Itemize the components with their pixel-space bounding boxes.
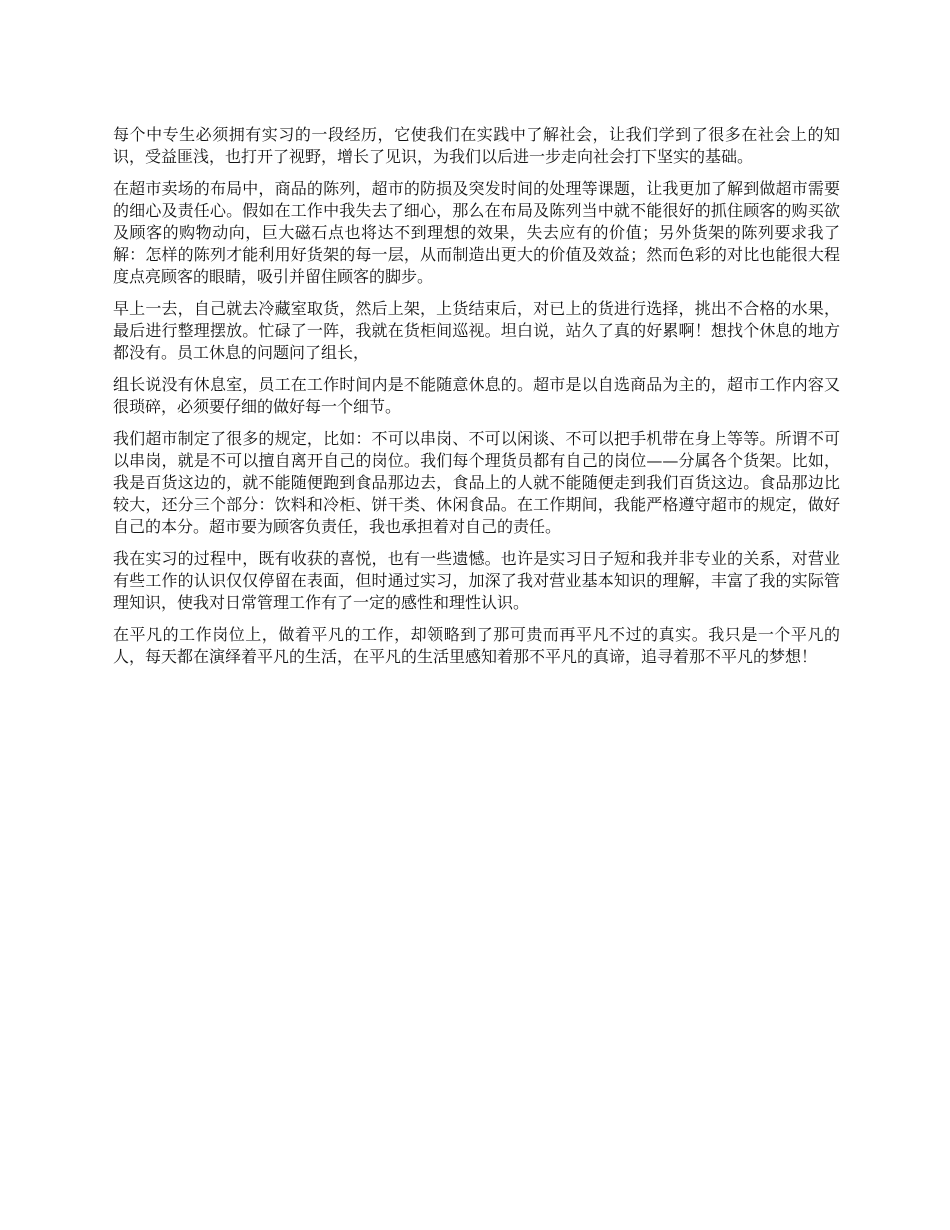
paragraph-2: 在超市卖场的布局中，商品的陈列，超市的防损及突发时间的处理等课题，让我更加了解到做超市需要的细心及责任心。假如在工作中我失去了细心，那么在布局及陈列当中就不能很好的抓住顾客的购买欲及顾客的购物动向，巨大磁石点也将达不到理想的效果，失去应有的价值；另外货架的陈列要求我了解：怎样的陈列才能利用好货架的每一层，从而制造出更大的价值及效益；然而色彩的对比也能很大程度点亮顾客的眼睛，吸引并留住顾客的脚步。 [113,179,840,286]
paragraph-1: 每个中专生必须拥有实习的一段经历，它使我们在实践中了解社会，让我们学到了很多在社会上的知识，受益匪浅，也打开了视野，增长了见识，为我们以后进一步走向社会打下坚实的基础。 [113,125,840,166]
paragraph-7: 在平凡的工作岗位上，做着平凡的工作，却领略到了那可贵而再平凡不过的真实。我只是一个平凡的人，每天都在演绎着平凡的生活，在平凡的生活里感知着那不平凡的真谛，追寻着那不平凡的梦想！ [113,625,840,666]
paragraph-4: 组长说没有休息室，员工在工作时间内是不能随意休息的。超市是以自选商品为主的，超市工作内容又很琐碎，必须要仔细的做好每一个细节。 [113,375,840,416]
paragraph-5: 我们超市制定了很多的规定，比如：不可以串岗、不可以闲谈、不可以把手机带在身上等等。所谓不可以串岗，就是不可以擅自离开自己的岗位。我们每个理货员都有自己的岗位——分属各个货架。比如，我是百货这边的，就不能随便跑到食品那边去，食品上的人就不能随便走到我们百货这边。食品那边比较大，还分三个部分：饮料和冷柜、饼干类、休闲食品。在工作期间，我能严格遵守超市的规定，做好自己的本分。超市要为顾客负责任，我也承担着对自己的责任。 [113,429,840,536]
paragraph-6: 我在实习的过程中，既有收获的喜悦，也有一些遗憾。也许是实习日子短和我并非专业的关系，对营业有些工作的认识仅仅停留在表面，但时通过实习，加深了我对营业基本知识的理解，丰富了我的实际管理知识，使我对日常管理工作有了一定的感性和理性认识。 [113,549,840,612]
document-body [113,124,840,678]
paragraph-3: 早上一去，自己就去冷藏室取货，然后上架，上货结束后，对已上的货进行选择，挑出不合格的水果，最后进行整理摆放。忙碌了一阵，我就在货柜间巡视。坦白说，站久了真的好累啊！想找个休息的地方都没有。员工休息的问题问了组长， [113,299,840,362]
